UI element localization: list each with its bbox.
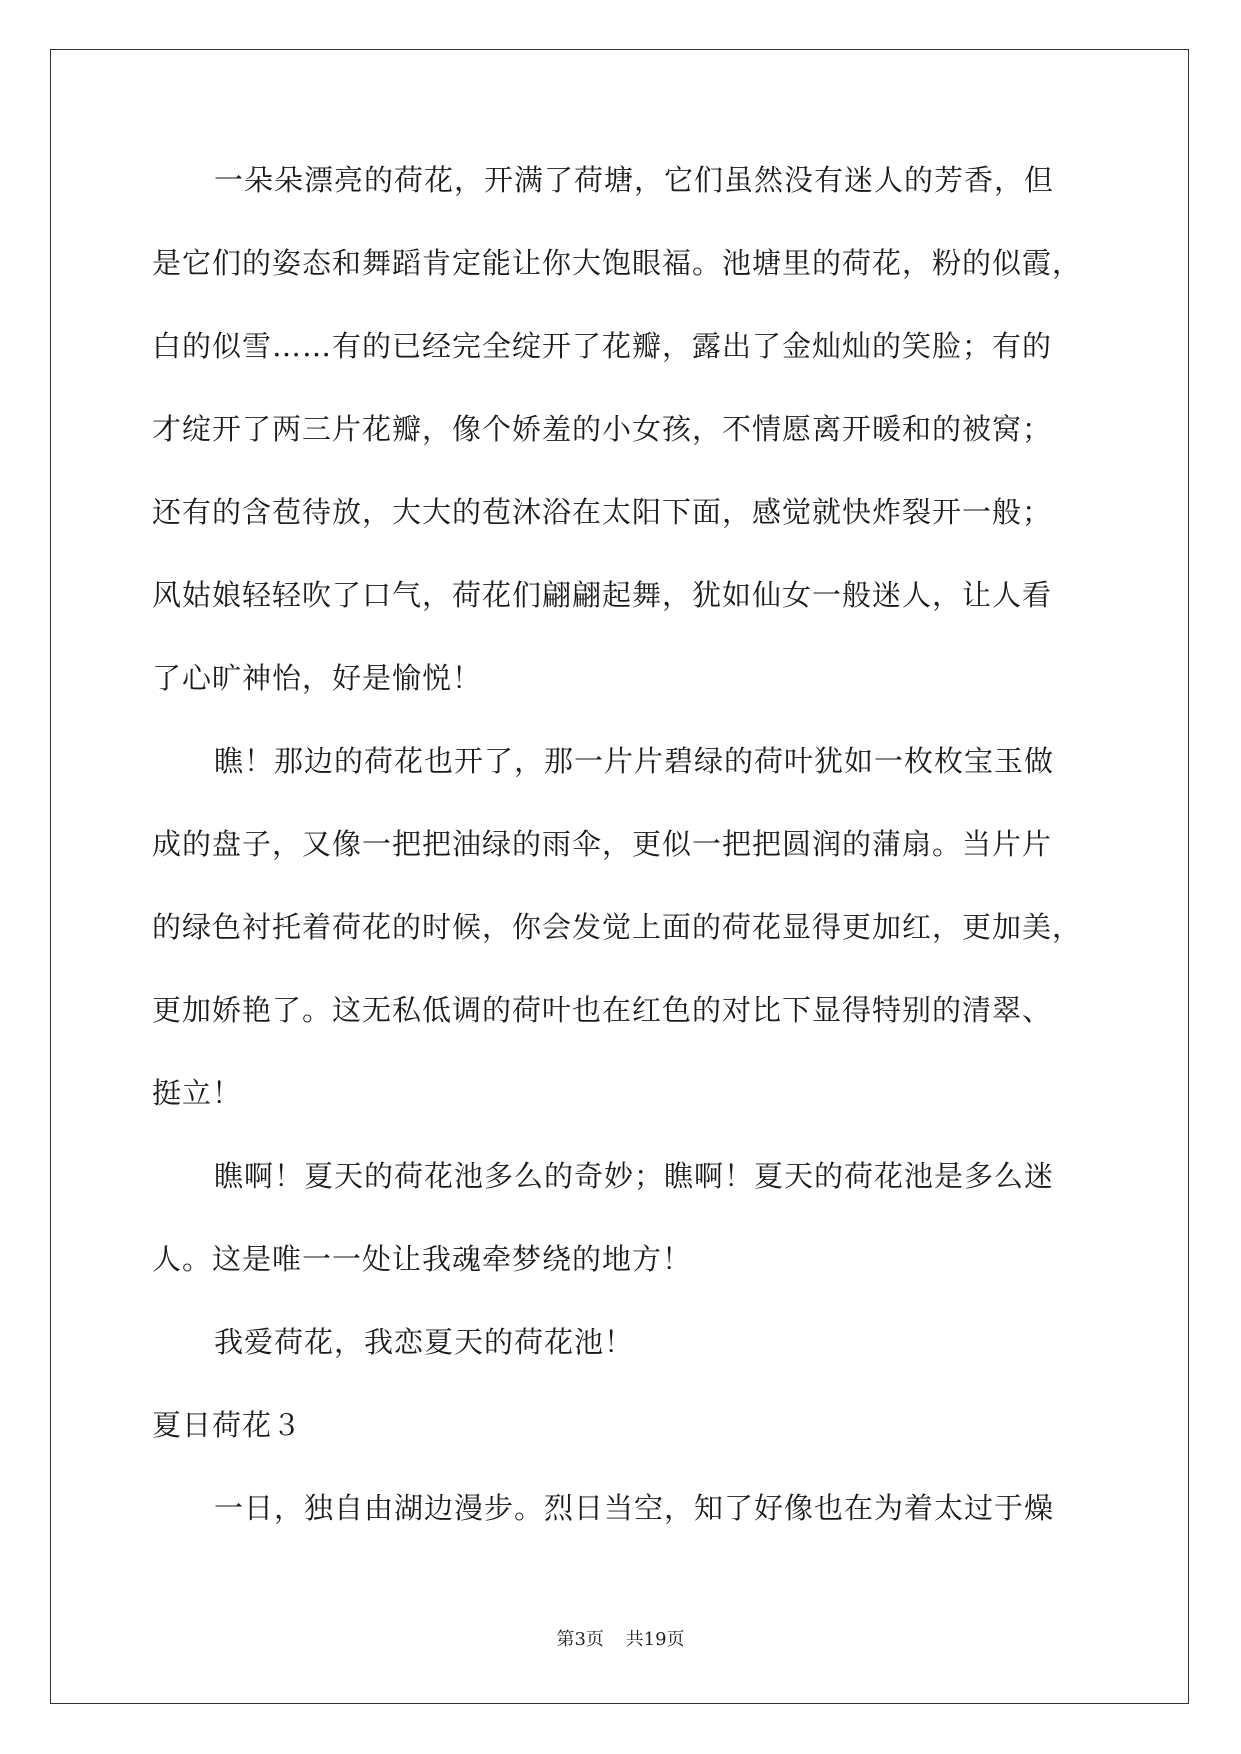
paragraph-4-line-1: 我爱荷花，我恋夏天的荷花池！	[214, 1325, 635, 1359]
paragraph-2-line-3: 的绿色衬托着荷花的时候，你会发觉上面的荷花显得更加红，更加美，	[152, 910, 1083, 944]
paragraph-5-line-1: 一日，独自由湖边漫步。烈日当空，知了好像也在为着太过于燥	[214, 1491, 1055, 1525]
paragraph-3-line-2: 人。这是唯一一处让我魂牵梦绕的地方！	[152, 1242, 693, 1276]
paragraph-1-line-4: 才绽开了两三片花瓣，像个娇羞的小女孩，不情愿离开暖和的被窝；	[152, 412, 1053, 446]
document-body	[152, 160, 1087, 1571]
paragraph-1-line-2: 是它们的姿态和舞蹈肯定能让你大饱眼福。池塘里的荷花，粉的似霞，	[152, 246, 1083, 280]
paragraph-3-line-1: 瞧啊！夏天的荷花池多么的奇妙；瞧啊！夏天的荷花池是多么迷	[214, 1159, 1055, 1193]
paragraph-2-line-4: 更加娇艳了。这无私低调的荷叶也在红色的对比下显得特别的清翠、	[152, 993, 1053, 1027]
paragraph-2-line-1: 瞧！那边的荷花也开了，那一片片碧绿的荷叶犹如一枚枚宝玉做	[214, 744, 1055, 778]
section-heading: 夏日荷花３	[152, 1408, 303, 1442]
paragraph-1-line-5: 还有的含苞待放，大大的苞沐浴在太阳下面，感觉就快炸裂开一般；	[152, 495, 1053, 529]
paragraph-1-line-3: 白的似雪……有的已经完全绽开了花瓣，露出了金灿灿的笑脸；有的	[152, 329, 1053, 363]
page-total: 共19页	[625, 1629, 685, 1650]
paragraph-2-line-2: 成的盘子，又像一把把油绿的雨伞，更似一把把圆润的蒲扇。当片片	[152, 827, 1053, 861]
page-number: 第3页	[556, 1629, 604, 1650]
paragraph-1-line-7: 了心旷神怡，好是愉悦！	[152, 661, 483, 695]
paragraph-1-line-6: 风姑娘轻轻吹了口气，荷花们翩翩起舞，犹如仙女一般迷人，让人看	[152, 578, 1053, 612]
page-footer	[0, 1625, 1241, 1651]
paragraph-2-line-5: 挺立！	[152, 1076, 243, 1110]
paragraph-1-line-1: 一朵朵漂亮的荷花，开满了荷塘，它们虽然没有迷人的芳香，但	[214, 163, 1055, 197]
